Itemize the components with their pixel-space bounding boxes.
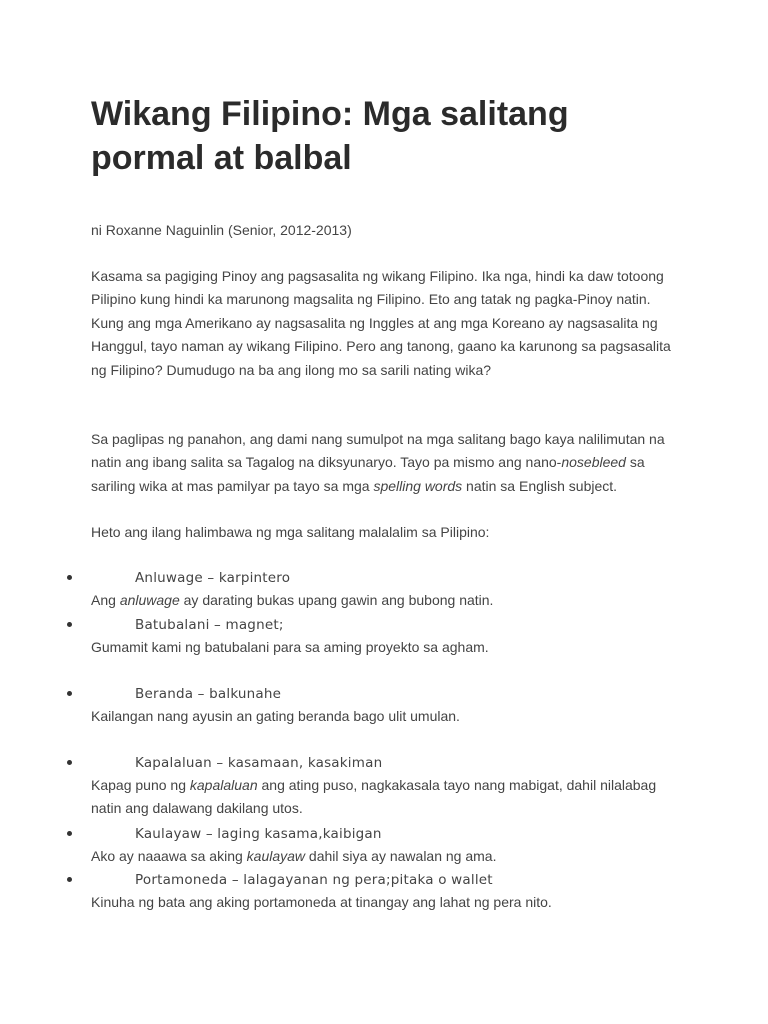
example-sentence (91, 845, 671, 868)
example-sentence (91, 636, 671, 659)
example-text: Ang (91, 592, 120, 608)
list-item (60, 567, 700, 612)
list-item (60, 614, 700, 659)
article-title: Wikang Filipino: Mga salitang pormal at balbal (91, 95, 569, 177)
term: Beranda – balkunahe (135, 686, 282, 702)
intro-paragraph: Kasama sa pagiging Pinoy ang pagsasalita ng wikang Filipino. Ika nga, hindi ka daw totoong Pilipino kung hindi ka marunong magsalita ng Filipino. Eto ang tatak ng pagka-Pinoy natin. Kung ang mga Amerikano ay nagsasalita ng Inggles at ang mga Koreano ay nagsasalita ng Hanggul, tayo naman ay wikang Filipino. Pero ang tanong, gaano ka karunong sa pagsasalita ng Filipino? Dumudugo na ba ang ilong mo sa sarili nating wika? (91, 268, 671, 378)
bullet-icon (67, 622, 72, 627)
list-item (60, 752, 700, 820)
para2-italic-nosebleed: nosebleed (561, 454, 626, 471)
para2-italic-spelling-words: spelling words (373, 477, 463, 494)
example-text: Kailangan nang ayusin an gating beranda bago ulit umulan. (91, 708, 460, 724)
example-text: ay darating bukas upang gawin ang bubong natin. (179, 592, 494, 608)
example-sentence (91, 589, 671, 612)
examples-intro: Heto ang ilang halimbawa ng mga salitang malalalim sa Pilipino: (91, 524, 490, 540)
example-sentence (91, 705, 671, 728)
second-paragraph (91, 428, 681, 498)
bullet-icon (67, 831, 72, 836)
bullet-icon (67, 877, 72, 882)
bullet-icon (67, 691, 72, 696)
byline: ni Roxanne Naguinlin (Senior, 2012-2013) (91, 222, 352, 238)
para2-text-a: Sa paglipas ng panahon, ang dami nang sumulpot na mga salitang bago kaya nalilimutan na natin ang ibang salita sa Tagalog na diksyunaryo. Tayo pa mismo ang nano- (91, 431, 665, 471)
example-text: Kapag puno ng (91, 777, 190, 793)
term: Kapalaluan – kasamaan, kasakiman (135, 755, 383, 771)
example-italic: kapalaluan (189, 777, 258, 793)
list-item (60, 823, 700, 868)
para2-text-e: natin sa English subject. (462, 477, 618, 494)
para2-text-c: sa sariling wika at mas pamilyar pa tayo sa mga (91, 454, 645, 494)
example-italic: anluwage (119, 592, 180, 608)
term: Anluwage – karpintero (135, 570, 291, 586)
example-text: Gumamit kami ng batubalani para sa aming proyekto sa agham. (91, 639, 489, 655)
example-text: ang ating puso, nagkakasala tayo nang mabigat, dahil nilalabag natin ang dalawang dakilang utos. (91, 777, 657, 816)
example-sentence (91, 774, 671, 820)
example-italic: kaulayaw (246, 848, 306, 864)
example-text: Kinuha ng bata ang aking portamoneda at tinangay ang lahat ng pera nito. (91, 894, 552, 910)
term: Kaulayaw – laging kasama,kaibigan (135, 826, 382, 842)
bullet-icon (67, 760, 72, 765)
list-item (60, 869, 700, 914)
example-text: Ako ay naaawa sa aking (91, 848, 247, 864)
list-item (60, 683, 700, 728)
term: Batubalani – magnet; (135, 617, 284, 633)
example-sentence (91, 891, 671, 914)
example-text: dahil siya ay nawalan ng ama. (305, 848, 497, 864)
bullet-icon (67, 575, 72, 580)
term: Portamoneda – lalagayanan ng pera;pitaka o wallet (135, 872, 493, 888)
